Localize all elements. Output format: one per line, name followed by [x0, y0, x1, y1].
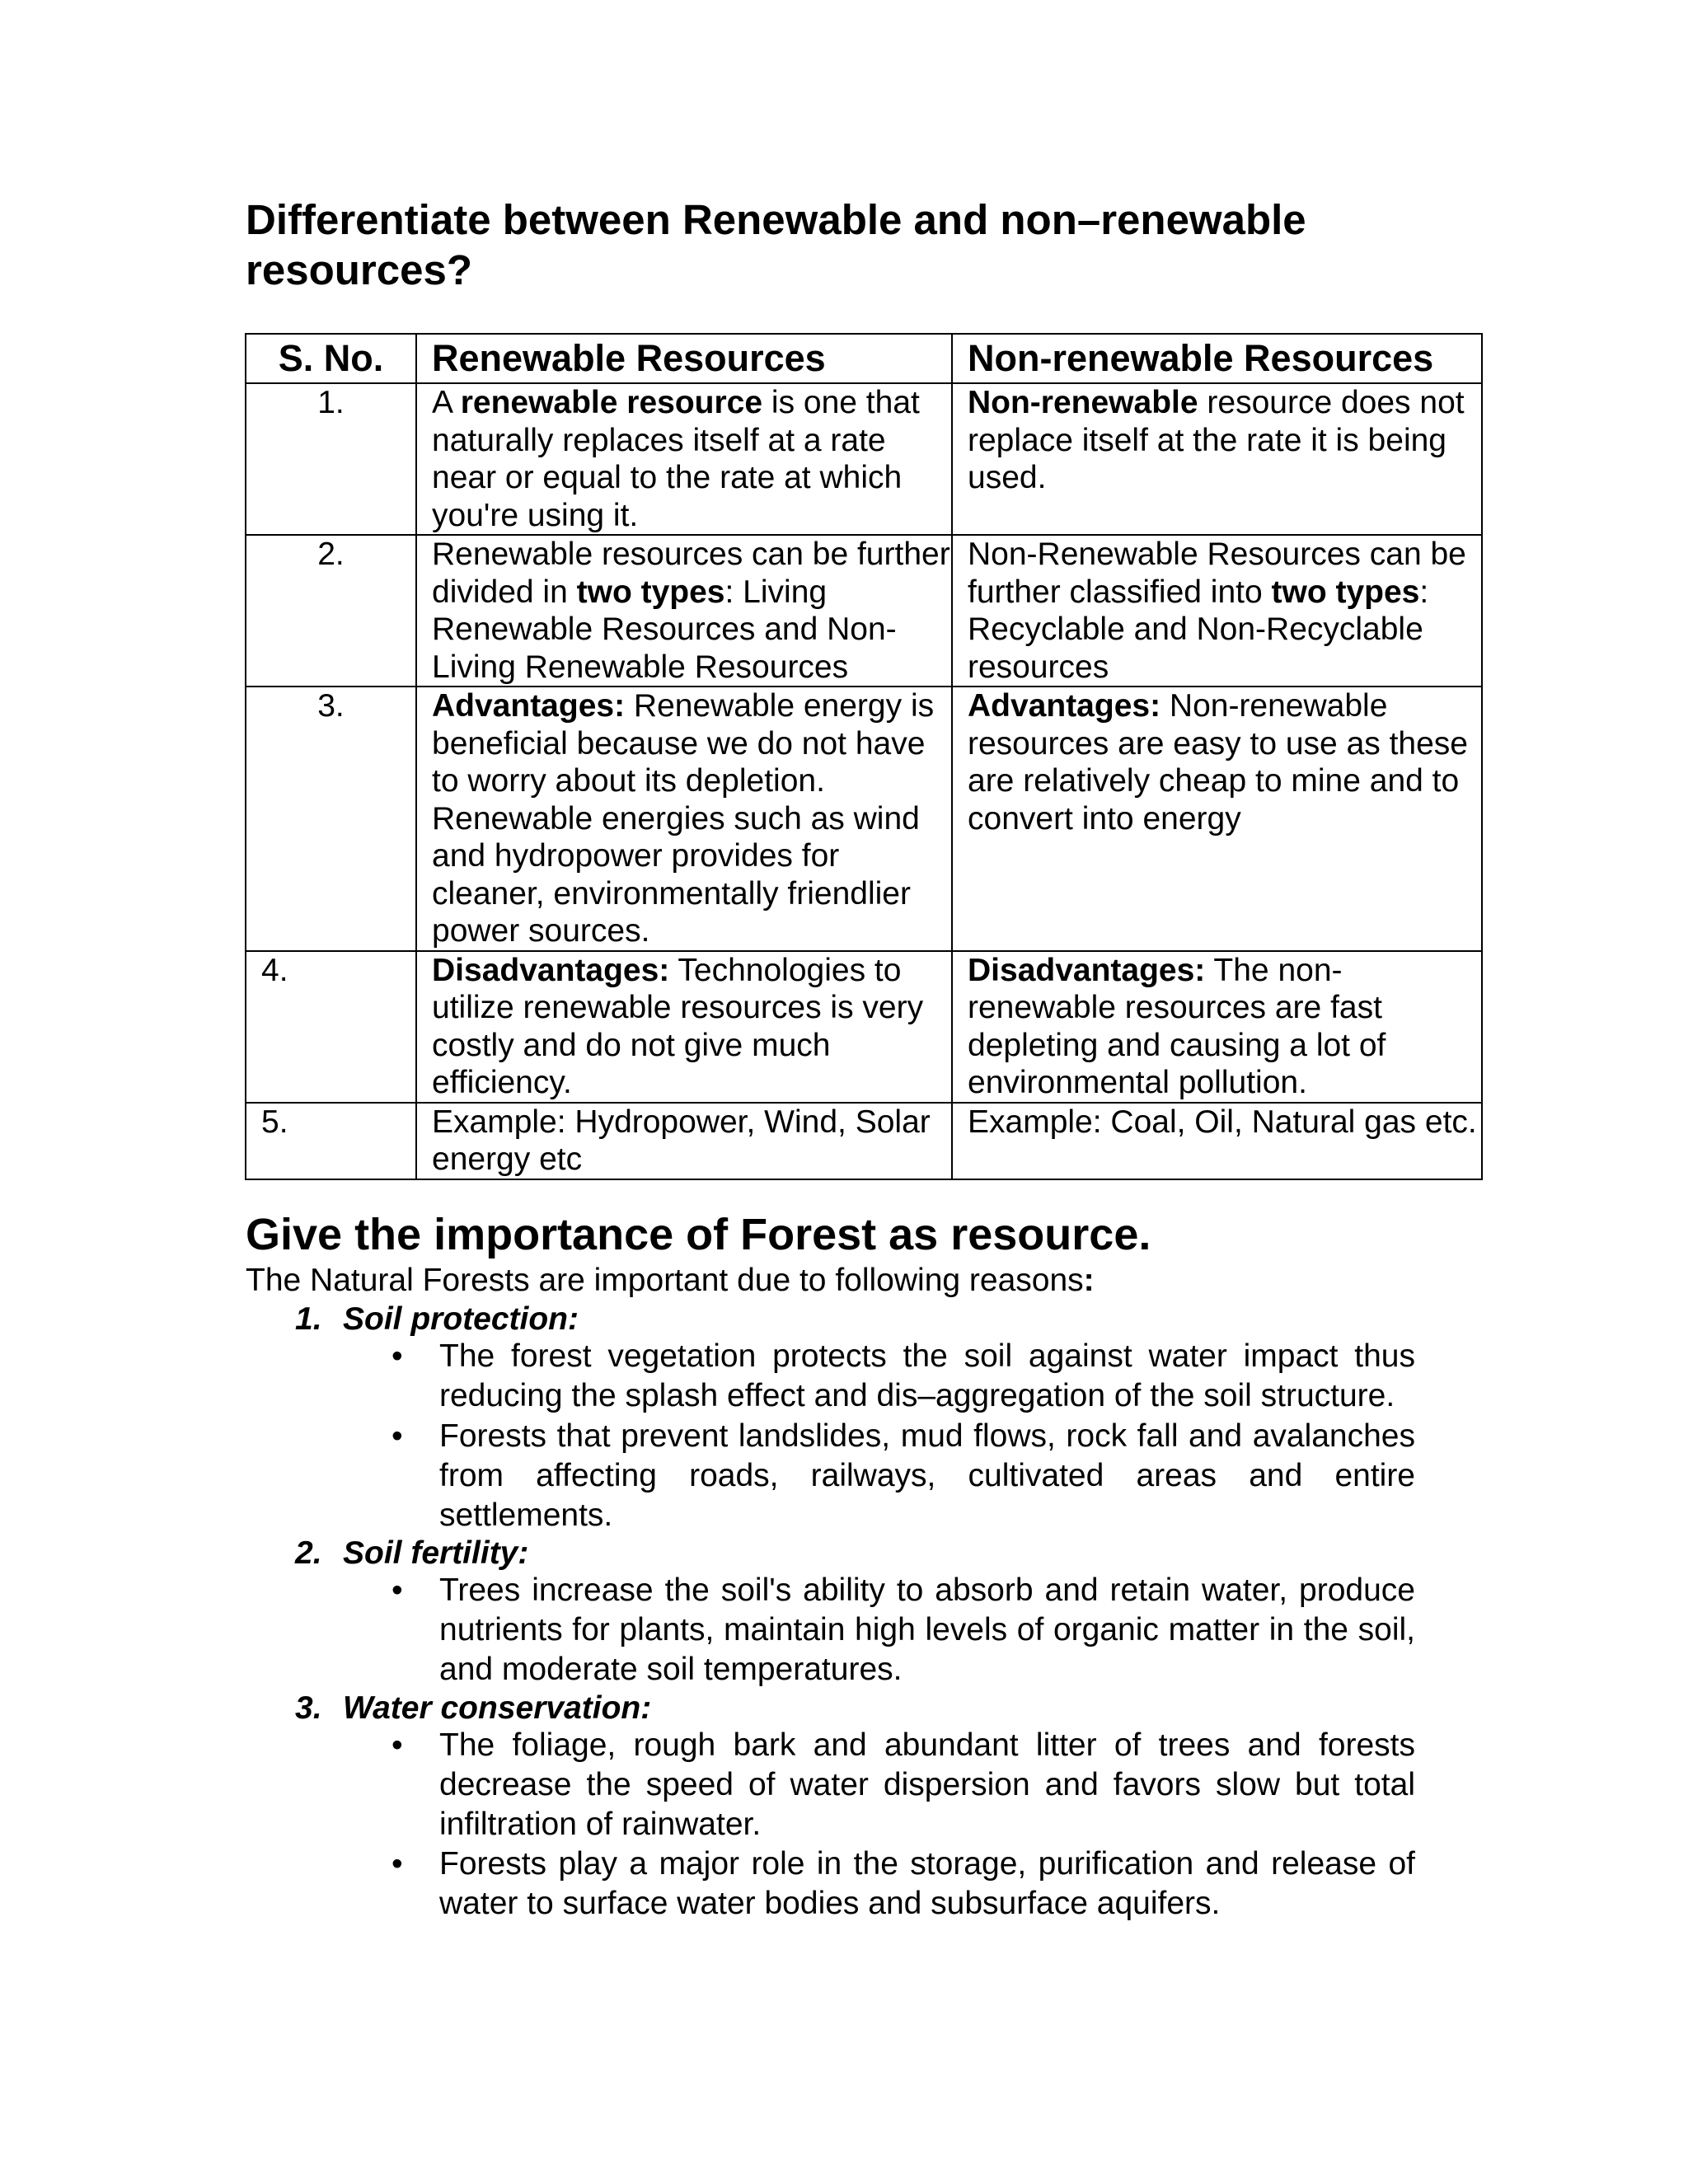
row-sno: 3.	[246, 687, 416, 951]
row-nonrenewable-cell: Non-renewable resource does not replace itself at the rate it is being used.	[952, 383, 1482, 535]
table-row	[246, 1103, 1482, 1179]
row-renewable-cell: Renewable resources can be further divided in two types: Living Renewable Resources and Non-Living Renewable Resources	[416, 535, 952, 687]
intro-text: The Natural Forests are important due to following reasons:	[246, 1263, 1095, 1298]
row-nonrenewable-cell: Advantages: Non-renewable resources are easy to use as these are relatively cheap to mine and to convert into energy	[952, 687, 1482, 951]
list-item: • The forest vegetation protects the soil against water impact thus reducing the splash effect and dis–aggregation of the soil structure.	[392, 1338, 1415, 1413]
section-heading: 1. Soil protection:	[295, 1301, 579, 1337]
list-item: • Trees increase the soil's ability to absorb and retain water, produce nutrients for plants, maintain high levels of organic matter in the soil, and moderate soil temperatures.	[392, 1572, 1415, 1687]
row-renewable-cell: Disadvantages: Technologies to utilize renewable resources is very costly and do not give much efficiency.	[416, 951, 952, 1103]
section-heading: 3. Water conservation:	[295, 1690, 652, 1726]
bullet-icon: •	[392, 1846, 403, 1882]
header-nonrenewable: Non-renewable Resources	[952, 334, 1482, 383]
table-row	[246, 383, 1482, 535]
row-nonrenewable-cell: Non-Renewable Resources can be further classified into two types: Recyclable and Non-Recyclable resources	[952, 535, 1482, 687]
comparison-table	[245, 333, 1483, 1180]
row-sno: 4.	[246, 951, 416, 1103]
row-sno: 5.	[246, 1103, 416, 1179]
header-sno: S. No.	[246, 334, 416, 383]
bullet-icon: •	[392, 1572, 403, 1608]
row-nonrenewable-cell: Disadvantages: The non-renewable resources are fast depleting and causing a lot of environmental pollution.	[952, 951, 1482, 1103]
bullet-icon: •	[392, 1338, 403, 1374]
table-header-row	[246, 334, 1482, 383]
table-row	[246, 687, 1482, 951]
row-renewable-cell: Example: Hydropower, Wind, Solar energy etc	[416, 1103, 952, 1179]
table-row	[246, 535, 1482, 687]
row-renewable-cell: Advantages: Renewable energy is beneficial because we do not have to worry about its depletion. Renewable energies such as wind and hydropower provides for cleaner, environmentally friendlier power sources.	[416, 687, 952, 951]
header-renewable: Renewable Resources	[416, 334, 952, 383]
row-renewable-cell: A renewable resource is one that naturally replaces itself at a rate near or equal to the rate at which you're using it.	[416, 383, 952, 535]
bullet-icon: •	[392, 1418, 403, 1454]
question-2-title: Give the importance of Forest as resource.	[246, 1210, 1151, 1259]
section-heading: 2. Soil fertility:	[295, 1535, 529, 1571]
bullet-icon: •	[392, 1727, 403, 1763]
list-item: • Forests play a major role in the storage, purification and release of water to surface water bodies and subsurface aquifers.	[392, 1846, 1415, 1921]
list-item: • The foliage, rough bark and abundant litter of trees and forests decrease the speed of water dispersion and favors slow but total infiltration of rainwater.	[392, 1727, 1415, 1842]
list-item: • Forests that prevent landslides, mud flows, rock fall and avalanches from affecting roads, railways, cultivated areas and entire settlements.	[392, 1418, 1415, 1533]
row-nonrenewable-cell: Example: Coal, Oil, Natural gas etc.	[952, 1103, 1482, 1179]
question-1-title: Differentiate between Renewable and non–renewable resources?	[246, 196, 1306, 293]
row-sno: 2.	[246, 535, 416, 687]
row-sno: 1.	[246, 383, 416, 535]
table-row	[246, 951, 1482, 1103]
